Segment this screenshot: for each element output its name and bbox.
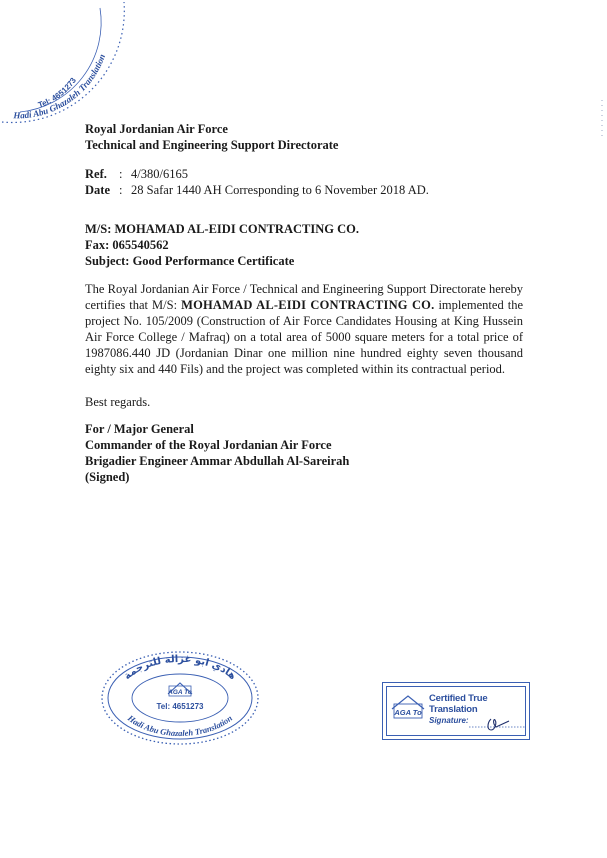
letter-header [85,121,338,153]
date-colon: : [119,183,123,197]
stamp-oval-logo: AGA To [168,689,192,696]
stamp-top-name: Hadi Abu Ghazaleh Translation [13,52,108,121]
body-company: MOHAMAD AL-EIDI CONTRACTING CO. [181,298,435,312]
letter-meta [85,166,429,198]
ref-row [85,166,429,182]
cert-signature-label: Signature: [429,716,469,725]
aga-logo-icon [389,693,427,723]
date-label: Date [85,183,110,197]
stamp-oval-arabic: هادي ابو غزالة للترجمة [122,653,238,683]
margin-mark [600,100,604,140]
cert-title: Certified True Translation [429,693,488,715]
stamp-top-tel: Tel: 4651273 [36,75,78,110]
date-value: 28 Safar 1440 AH Corresponding to 6 November 2018 AD. [131,183,429,197]
stamp-oval-tel: Tel: 4651273 [156,702,204,711]
cert-logo-text: AGA To [394,708,422,717]
recipient-block [85,221,359,269]
org-name: Royal Jordanian Air Force [85,122,228,136]
date-row [85,182,429,198]
stamp-oval-name: Hadi Abu Ghazaleh Translation [125,712,235,739]
signature-line-4: (Signed) [85,470,130,484]
signature-line-2: Commander of the Royal Jordanian Air Force [85,438,332,452]
recipient-name: M/S: MOHAMAD AL-EIDI CONTRACTING CO. [85,222,359,236]
closing-regards: Best regards. [85,395,151,409]
letter-body [85,281,523,377]
aga-logo-icon [167,683,192,696]
signature-line-1: For / Major General [85,422,194,436]
signature-line-3: Brigadier Engineer Ammar Abdullah Al-Sareirah [85,454,350,468]
handwritten-signature [469,717,525,733]
body-part-2: implemented the project No. 105/2009 (Construction of Air Force Candidates Housing at King Hussein Air Force College / Mafraq) on a total area of 5000 square meters for a total price of 1987086.440 JD (Jordanian Dinar one million nine hundred eighty seven thousand eighty six and 440 Fils) and the project was completed within its contractual period. [85,298,523,376]
letter-subject: Subject: Good Performance Certificate [85,254,295,268]
translation-stamp-top [0,0,130,125]
dept-name: Technical and Engineering Support Directorate [85,138,339,152]
signature-block [85,421,349,485]
translation-stamp-oval [100,650,260,746]
certified-translation-box [382,682,530,740]
ref-label: Ref. [85,167,107,181]
ref-value: 4/380/6165 [131,167,188,181]
body-part-1: The Royal Jordanian Air Force / Technical and Engineering Support Directorate hereby certifies that M/S: [85,282,523,312]
ref-colon: : [119,167,123,181]
recipient-fax: Fax: 065540562 [85,238,169,252]
